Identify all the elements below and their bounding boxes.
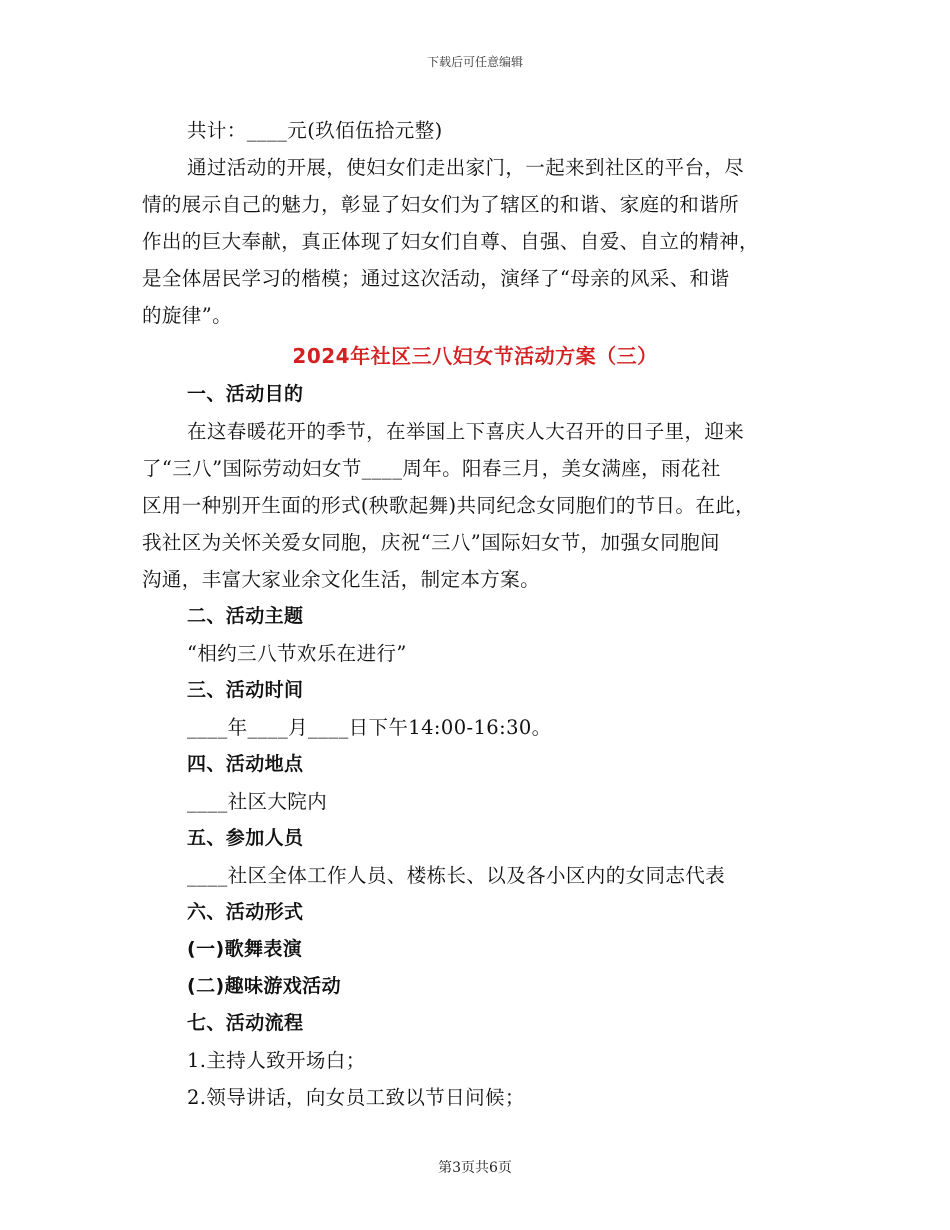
purpose-paragraph-line: 了“三八”国际劳动妇女节____周年。阳春三月，美女满座，雨花社 — [142, 457, 721, 480]
total-line: 共计：____元(玖佰伍拾元整) — [187, 119, 443, 142]
section-heading-location: 四、活动地点 — [187, 753, 304, 775]
body-paragraph-line: 的旋律”。 — [142, 304, 232, 327]
time-text: ____年____月____日下午14:00-16:30。 — [187, 716, 552, 739]
purpose-paragraph-line: 在这春暖花开的季节，在举国上下喜庆人大召开的日子里，迎来 — [187, 420, 745, 443]
section-heading-process: 七、活动流程 — [187, 1012, 304, 1034]
body-paragraph-line: 是全体居民学习的楷模；通过这次活动，演绎了“母亲的风采、和谐 — [142, 267, 730, 290]
section-heading-format: 六、活动形式 — [187, 901, 304, 923]
body-paragraph-line: 情的展示自己的魅力，彰显了妇女们为了辖区的和谐、家庭的和谐所 — [142, 193, 740, 216]
purpose-paragraph-line: 我社区为关怀关爱女同胞，庆祝“三八”国际妇女节，加强女同胞间 — [142, 531, 720, 554]
process-step: 2.领导讲话，向女员工致以节日问候； — [187, 1086, 525, 1109]
purpose-paragraph-line: 沟通，丰富大家业余文化生活，制定本方案。 — [142, 568, 541, 591]
format-item: (一)歌舞表演 — [187, 938, 303, 960]
section-heading-theme: 二、活动主题 — [187, 605, 304, 627]
purpose-paragraph-line: 区用一种别开生面的形式(秧歌起舞)共同纪念女同胞们的节日。在此， — [142, 494, 756, 517]
body-paragraph-line: 作出的巨大奉献，真正体现了妇女们自尊、自强、自爱、自立的精神， — [142, 230, 759, 253]
body-paragraph-line: 通过活动的开展，使妇女们走出家门，一起来到社区的平台，尽 — [187, 156, 745, 179]
page-header: 下载后可任意编辑 — [426, 55, 523, 69]
section-heading-participants: 五、参加人员 — [187, 827, 304, 849]
document-title: 2024年社区三八妇女节活动方案（三） — [292, 344, 658, 368]
format-item: (二)趣味游戏活动 — [187, 975, 341, 997]
section-heading-time: 三、活动时间 — [187, 679, 304, 701]
process-step: 1.主持人致开场白； — [187, 1049, 366, 1072]
participants-text: ____社区全体工作人员、楼栋长、以及各小区内的女同志代表 — [187, 864, 726, 887]
section-heading-purpose: 一、活动目的 — [187, 383, 304, 405]
page-footer: 第3页共6页 — [438, 1160, 512, 1176]
location-text: ____社区大院内 — [187, 790, 328, 813]
theme-text: “相约三八节欢乐在进行” — [187, 642, 407, 665]
